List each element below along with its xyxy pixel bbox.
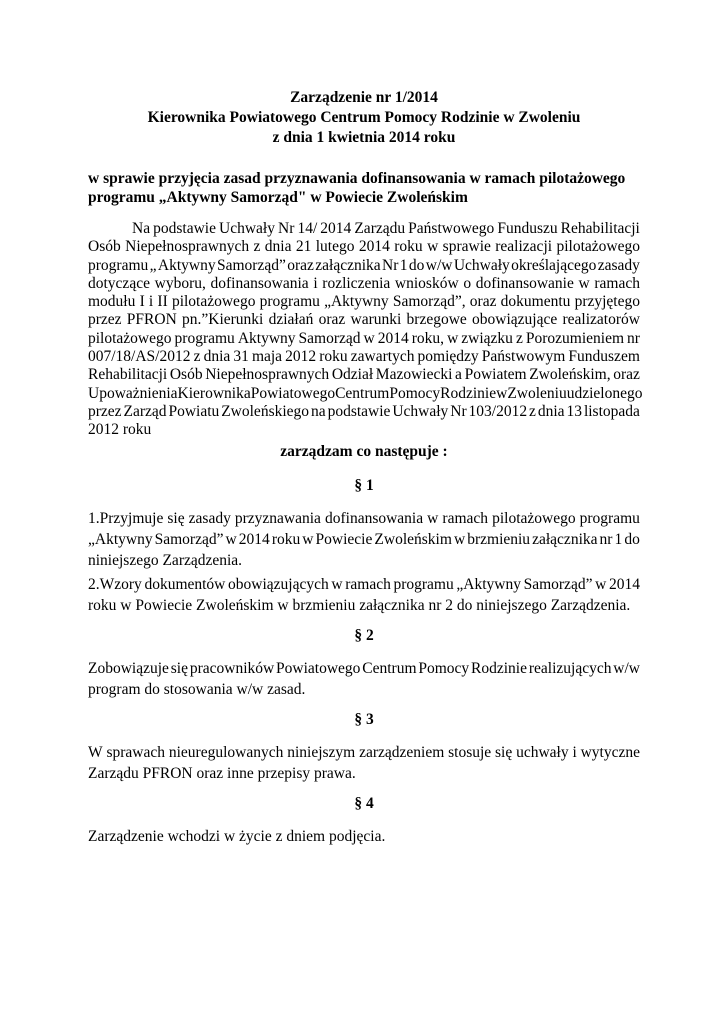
word: obowiązujące bbox=[472, 311, 558, 329]
word: PFRON bbox=[126, 311, 177, 329]
word: listopada bbox=[583, 402, 640, 420]
word: udzielonego bbox=[566, 384, 643, 402]
word: brzmieniu bbox=[467, 531, 531, 548]
word: przez bbox=[88, 402, 122, 420]
word: Samorząd bbox=[298, 329, 361, 347]
word: 007/18/AS/2012 bbox=[88, 348, 191, 366]
word: programu bbox=[579, 510, 640, 527]
word: Niepełnosprawnych bbox=[205, 366, 330, 384]
word: w bbox=[595, 576, 607, 593]
word: i bbox=[572, 744, 577, 761]
word: Samorząd” bbox=[523, 576, 593, 593]
word: Centrum bbox=[362, 660, 417, 677]
ordinance-subject bbox=[88, 169, 648, 207]
word: realizujących bbox=[528, 660, 612, 677]
word: 1 bbox=[614, 531, 623, 548]
word: Powiatowego bbox=[250, 384, 336, 402]
word: załącznika bbox=[315, 256, 381, 274]
word: Aktywny bbox=[237, 329, 296, 347]
word: 2014 bbox=[320, 220, 352, 237]
text-line bbox=[88, 529, 640, 550]
word: ramach bbox=[442, 510, 489, 527]
word: się bbox=[170, 660, 188, 677]
word: pilotażowego bbox=[492, 510, 576, 527]
word: dnia bbox=[537, 402, 565, 420]
text-line: 2012 roku bbox=[88, 421, 152, 439]
word: Uchwały bbox=[392, 402, 449, 420]
word: się bbox=[167, 510, 185, 527]
word: Zarząd bbox=[123, 402, 167, 420]
word: 2012 bbox=[285, 348, 317, 366]
word: uchwały bbox=[516, 744, 569, 761]
word: 2.Wzory bbox=[88, 576, 142, 593]
word: przyjętego bbox=[574, 293, 640, 311]
word: Uchwały bbox=[219, 220, 275, 237]
word: przez bbox=[88, 311, 122, 329]
word: Powiatu bbox=[168, 402, 220, 420]
word: pilotażowego bbox=[88, 329, 172, 347]
word: z bbox=[529, 402, 536, 420]
word: dofinansowania bbox=[210, 274, 309, 292]
word: Osób bbox=[88, 238, 121, 256]
word: nr bbox=[627, 329, 640, 347]
text-line bbox=[88, 238, 640, 256]
word: Powiatem bbox=[464, 366, 527, 384]
word: dnia bbox=[203, 348, 231, 366]
word: roku bbox=[394, 238, 423, 256]
word: realizacji bbox=[495, 238, 553, 256]
section-1-paragraph-2 bbox=[88, 574, 640, 616]
word: maja bbox=[251, 348, 283, 366]
text-line bbox=[88, 275, 640, 293]
word: Nr bbox=[278, 220, 295, 237]
word: „ bbox=[149, 256, 157, 274]
word: dokumentów bbox=[144, 576, 226, 593]
word: Odział bbox=[331, 366, 374, 384]
word: w bbox=[578, 274, 590, 292]
word: 2014 bbox=[377, 329, 409, 347]
word: Nr bbox=[382, 256, 399, 274]
word: niniejszym bbox=[287, 744, 356, 761]
word: obowiązujących bbox=[228, 576, 329, 593]
word: Powiatowego bbox=[276, 660, 361, 677]
word: Rodzinie bbox=[440, 384, 497, 402]
word: w bbox=[302, 531, 314, 548]
word: Pomocy bbox=[389, 384, 441, 402]
word: ramach bbox=[345, 576, 391, 593]
word: w bbox=[496, 384, 508, 402]
text-line: Zarządu PFRON oraz inne przepisy prawa. bbox=[88, 765, 356, 782]
word: z bbox=[515, 329, 523, 347]
text-line: program do stosowania w/w zasad. bbox=[88, 681, 306, 698]
text-line bbox=[88, 348, 640, 366]
word: Nr bbox=[450, 402, 467, 420]
word: ramach bbox=[594, 274, 640, 292]
word: stosuje bbox=[448, 744, 492, 761]
word: działań bbox=[268, 311, 314, 329]
word: załącznika bbox=[532, 531, 598, 548]
word: podstawie bbox=[153, 220, 216, 237]
word: oraz bbox=[287, 256, 314, 274]
word: Zwoleńskim, bbox=[529, 366, 611, 384]
word: Uchwały bbox=[453, 256, 510, 274]
word: roku, bbox=[411, 329, 445, 347]
word: Zwoleńskiego bbox=[221, 402, 310, 420]
word: modułu bbox=[88, 293, 136, 311]
text-line bbox=[88, 574, 640, 595]
text-line bbox=[88, 257, 640, 275]
word: Funduszu bbox=[497, 220, 558, 237]
word: związku bbox=[461, 329, 513, 347]
word: Zarządu bbox=[354, 220, 406, 237]
word: rozliczenia bbox=[322, 274, 391, 292]
word: Pomocy bbox=[418, 660, 470, 677]
word: w bbox=[331, 576, 343, 593]
word: w bbox=[427, 238, 439, 256]
word: programu bbox=[88, 256, 149, 274]
word: Osób bbox=[169, 366, 203, 384]
word: „Aktywny bbox=[88, 531, 153, 548]
section-2-paragraph bbox=[88, 658, 640, 700]
word: lutego bbox=[315, 238, 355, 256]
text-line bbox=[88, 742, 640, 763]
decree-statement: zarządzam co następuje : bbox=[280, 443, 448, 460]
word: wyboru, bbox=[154, 274, 206, 292]
word: brzegowe bbox=[406, 311, 467, 329]
text-line bbox=[88, 311, 640, 329]
subject-line-1: w sprawie przyjęcia zasad przyznawania dofinansowania w ramach pilotażowego bbox=[88, 170, 626, 187]
word: 21 bbox=[295, 238, 312, 256]
word: wytyczne bbox=[580, 744, 640, 761]
word: Upoważnienia bbox=[88, 384, 178, 402]
word: w bbox=[427, 510, 439, 527]
word: w/w bbox=[425, 256, 453, 274]
word: i bbox=[148, 293, 154, 311]
word: 2014 bbox=[238, 531, 270, 548]
word: I bbox=[139, 293, 145, 311]
text-line bbox=[88, 508, 640, 529]
word: zawartych bbox=[350, 348, 415, 366]
word: Niepełnosprawnych bbox=[125, 238, 250, 256]
word: z bbox=[193, 348, 201, 366]
word: oraz bbox=[318, 311, 346, 329]
word: 1 bbox=[399, 256, 408, 274]
word: pilotażowego bbox=[556, 238, 640, 256]
word: Kierownika bbox=[177, 384, 251, 402]
word: roku bbox=[271, 531, 301, 548]
word: 103/2012 bbox=[468, 402, 528, 420]
word: oraz bbox=[469, 293, 497, 311]
section-1-paragraph-1 bbox=[88, 508, 640, 571]
word: nieuregulowanych bbox=[168, 744, 284, 761]
word: w/w bbox=[613, 660, 640, 677]
text-line: roku w Powiecie Zwoleńskim w brzmieniu załącznika nr 2 do niniejszego Zarządzenia. bbox=[88, 597, 631, 614]
word: Rehabilitacji bbox=[560, 220, 640, 237]
word: Powiecie bbox=[315, 531, 373, 548]
subject-line-2: programu „Aktywny Samorząd" w Powiecie Zwoleńskim bbox=[88, 189, 468, 206]
word: 1.Przyjmuje bbox=[88, 510, 164, 527]
ordinance-issuer: Kierownika Powiatowego Centrum Pomocy Rodzinie w Zwoleniu bbox=[147, 109, 581, 126]
word: programu bbox=[393, 576, 454, 593]
word: 31 bbox=[233, 348, 249, 366]
word: dokumentu bbox=[500, 293, 571, 311]
word: 2014 bbox=[608, 576, 640, 593]
section-4-heading: § 4 bbox=[354, 795, 374, 812]
text-line bbox=[88, 403, 640, 421]
word: Państwowego bbox=[408, 220, 495, 237]
word: Rehabilitacji bbox=[88, 366, 168, 384]
text-line bbox=[88, 293, 640, 311]
text-line bbox=[88, 384, 643, 403]
word: Samorząd” bbox=[154, 531, 224, 548]
word: realizatorów bbox=[562, 311, 640, 329]
word: pn.”Kierunki bbox=[182, 311, 264, 329]
text-line: Zarządzenie wchodzi w życie z dniem podjęcia. bbox=[88, 828, 386, 845]
word: oraz bbox=[613, 366, 640, 384]
word: warunki bbox=[350, 311, 402, 329]
word: II bbox=[157, 293, 168, 311]
word: 14/ bbox=[297, 220, 318, 237]
section-4-paragraph bbox=[88, 826, 640, 847]
section-3-paragraph bbox=[88, 742, 640, 784]
word: dnia bbox=[264, 238, 292, 256]
word: wniosków bbox=[394, 274, 459, 292]
document-header bbox=[88, 88, 640, 148]
text-line bbox=[88, 366, 640, 384]
text-line bbox=[88, 658, 640, 679]
word: dofinansowania bbox=[324, 510, 424, 527]
word: Porozumieniem bbox=[525, 329, 625, 347]
word: przyznawania bbox=[234, 510, 321, 527]
word: pomiędzy bbox=[417, 348, 479, 366]
word: w bbox=[447, 329, 459, 347]
section-1-heading: § 1 bbox=[354, 477, 374, 494]
word: w bbox=[225, 531, 237, 548]
ordinance-date: z dnia 1 kwietnia 2014 roku bbox=[272, 129, 456, 146]
word: Zwoleńskim bbox=[374, 531, 452, 548]
word: programu bbox=[174, 329, 235, 347]
word: nr bbox=[599, 531, 613, 548]
word: W bbox=[88, 744, 103, 761]
word: dofinansowanie bbox=[475, 274, 574, 292]
word: Centrum bbox=[335, 384, 390, 402]
word: Zwoleniu bbox=[507, 384, 567, 402]
word: Państwowym bbox=[481, 348, 566, 366]
section-2-heading: § 2 bbox=[354, 627, 374, 644]
word: w bbox=[363, 329, 375, 347]
word: 2014 bbox=[358, 238, 390, 256]
word: dotyczące bbox=[88, 274, 150, 292]
preamble-paragraph bbox=[88, 220, 643, 440]
word: Samorząd”, bbox=[392, 293, 466, 311]
word: pracowników bbox=[189, 660, 275, 677]
word: Funduszem bbox=[568, 348, 640, 366]
word: o bbox=[463, 274, 472, 292]
word: do bbox=[408, 256, 425, 274]
text-line: niniejszego Zarządzenia. bbox=[88, 552, 243, 569]
word: zasady bbox=[597, 256, 640, 274]
word: na bbox=[310, 402, 326, 420]
word: Mazowiecki bbox=[375, 366, 453, 384]
word: zarządzeniem bbox=[359, 744, 445, 761]
ordinance-number: Zarządzenie nr 1/2014 bbox=[290, 89, 438, 106]
word: Zobowiązuje bbox=[88, 660, 169, 677]
word: Aktywny bbox=[157, 256, 216, 274]
word: roku bbox=[319, 348, 348, 366]
word: „Aktywny bbox=[456, 576, 521, 593]
word: zasady bbox=[188, 510, 231, 527]
word: Na bbox=[132, 220, 151, 237]
text-line bbox=[88, 330, 640, 348]
word: programu bbox=[259, 293, 320, 311]
text-line bbox=[88, 220, 640, 238]
word: określającego bbox=[511, 256, 597, 274]
word: sprawie bbox=[442, 238, 491, 256]
word: z bbox=[253, 238, 261, 256]
word: pilotażowego bbox=[171, 293, 256, 311]
word: sprawach bbox=[106, 744, 166, 761]
word: 13 bbox=[566, 402, 582, 420]
word: a bbox=[455, 366, 462, 384]
word: się bbox=[495, 744, 513, 761]
word: podstawie bbox=[327, 402, 391, 420]
word: w bbox=[453, 531, 466, 548]
word: Rodzinie bbox=[471, 660, 527, 677]
section-3-heading: § 3 bbox=[354, 711, 374, 728]
word: i bbox=[313, 274, 318, 292]
word: Samorząd” bbox=[216, 256, 286, 274]
word: do bbox=[624, 531, 640, 548]
word: „Aktywny bbox=[324, 293, 389, 311]
